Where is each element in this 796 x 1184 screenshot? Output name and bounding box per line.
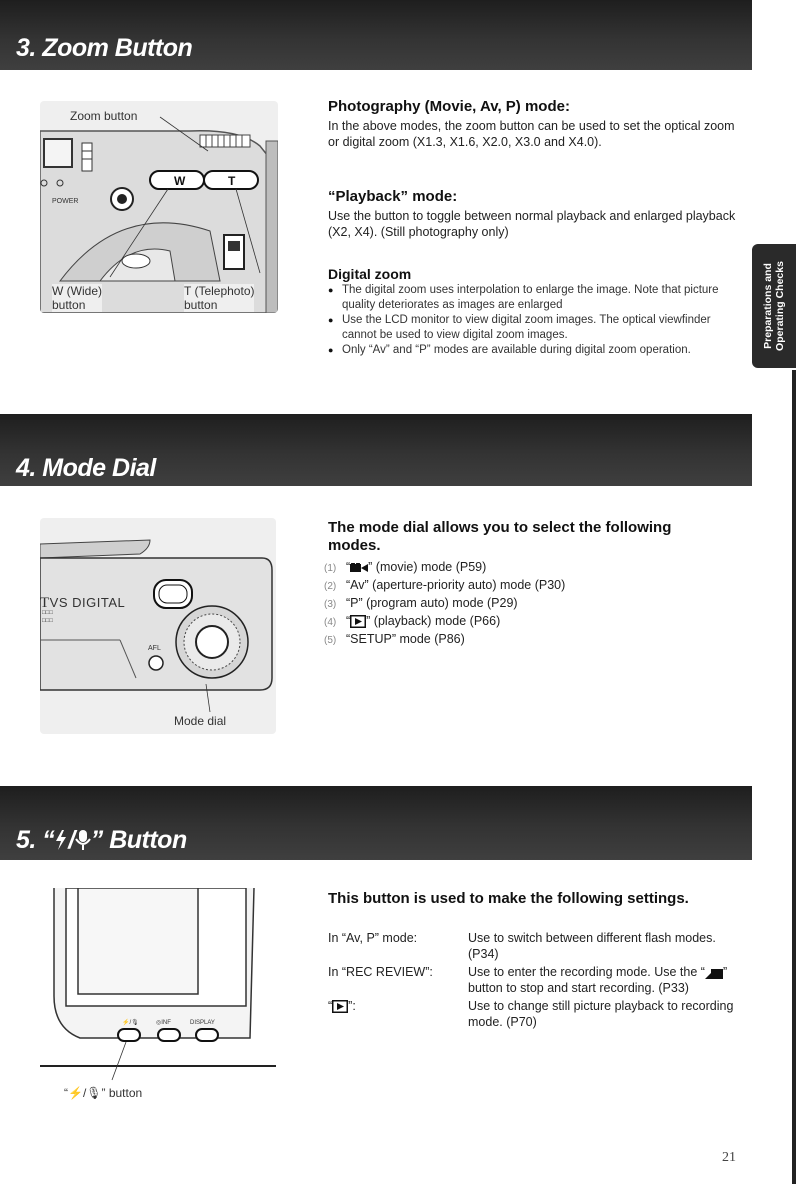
flash-button-caption: “⚡/🎙” button [64, 1086, 143, 1100]
section-banner-mode-dial [0, 414, 752, 486]
photography-mode-text: In the above modes, the zoom button can be used to set the optical zoom or digital zoom (X1.3, X1.6, X2.0, X3.0 and X4.0). [328, 119, 735, 149]
list-item: ● Only “Av” and “P” modes are available during digital zoom operation. [328, 343, 738, 358]
wide-button-caption: W (Wide) button [52, 284, 102, 312]
svg-text:□□□: □□□ [42, 610, 53, 616]
table-row: In “REC REVIEW”: Use to enter the recording mode. Use the “ ” button to stop and start recording. (P33) [328, 965, 728, 995]
mode-dial-caption: Mode dial [174, 714, 227, 728]
afl-label: AFL [148, 645, 161, 652]
flash-icon [54, 830, 68, 850]
section-banner-flash-button [0, 786, 752, 860]
flash-button-figure [40, 888, 276, 1104]
brand-label: TVS DIGITAL [40, 595, 126, 611]
microphone-icon [75, 829, 91, 851]
section-title-mode-dial: 4. Mode Dial [16, 454, 156, 482]
side-tab-line2: Operating Checks [774, 261, 786, 351]
playback-icon [350, 615, 366, 628]
flash-settings-table [328, 930, 746, 1032]
mode-dial-figure [40, 518, 276, 734]
side-tab-line1: Preparations and [762, 263, 774, 349]
chapter-side-tab [752, 244, 796, 368]
list-item: (5) “SETUP” mode (P86) [324, 632, 465, 646]
fig-label-display: DISPLAY [190, 1020, 215, 1026]
fig-label-inf: ◎INF [156, 1020, 171, 1026]
svg-text:□□□: □□□ [42, 618, 53, 624]
list-item: (2) “Av” (aperture-priority auto) mode (P30) [324, 578, 566, 592]
section-title-flash-button: 5. “ / ” Button [16, 826, 187, 854]
mode-dial-heading: The mode dial allows you to select the following modes. [328, 519, 672, 554]
digital-zoom-list [328, 283, 738, 358]
list-item: (1) “ ” (movie) mode (P59) [324, 560, 487, 574]
section-title-zoom: 3. Zoom Button [16, 34, 193, 62]
movie-icon [350, 563, 368, 573]
page-edge [792, 370, 796, 1184]
digital-zoom-heading: Digital zoom [328, 266, 412, 282]
list-item: (4) “ ” (playback) mode (P66) [324, 614, 501, 628]
section-banner-zoom [0, 0, 752, 70]
tele-button-caption: T (Telephoto) button [184, 284, 255, 312]
table-row: In “Av, P” mode: Use to switch between different flash modes. (P34) [328, 931, 716, 961]
playback-mode-text: Use the button to toggle between normal playback and enlarged playback (X2, X4). (Still photography only) [328, 209, 736, 239]
page-number: 21 [722, 1150, 736, 1165]
zoom-button-figure [40, 101, 278, 313]
table-row: “ ”: Use to change still picture playback to recording mode. (P70) [328, 999, 734, 1029]
list-item: ● The digital zoom uses interpolation to enlarge the image. Note that picture quality deteriorates as images are enlarged [328, 283, 738, 313]
photography-mode-heading: Photography (Movie, Av, P) mode: [328, 98, 570, 115]
flash-button-heading: This button is used to make the following settings. [328, 890, 689, 907]
playback-icon [332, 1000, 348, 1013]
mode-list [324, 559, 724, 649]
brand-text: VS DIGITAL [49, 595, 126, 610]
playback-mode-heading: “Playback” mode: [328, 188, 458, 205]
fig-label-flash: ⚡/🎙 [122, 1020, 139, 1026]
list-item: ● Use the LCD monitor to view digital zoom images. The optical viewfinder cannot be used to view digital zoom images. [328, 313, 738, 343]
list-item: (3) “P” (program auto) mode (P29) [324, 596, 518, 610]
record-icon [705, 966, 723, 979]
w-label: W [174, 174, 186, 188]
t-label: T [228, 174, 236, 188]
zoom-button-caption: Zoom button [70, 109, 138, 123]
power-label: POWER [52, 198, 79, 205]
